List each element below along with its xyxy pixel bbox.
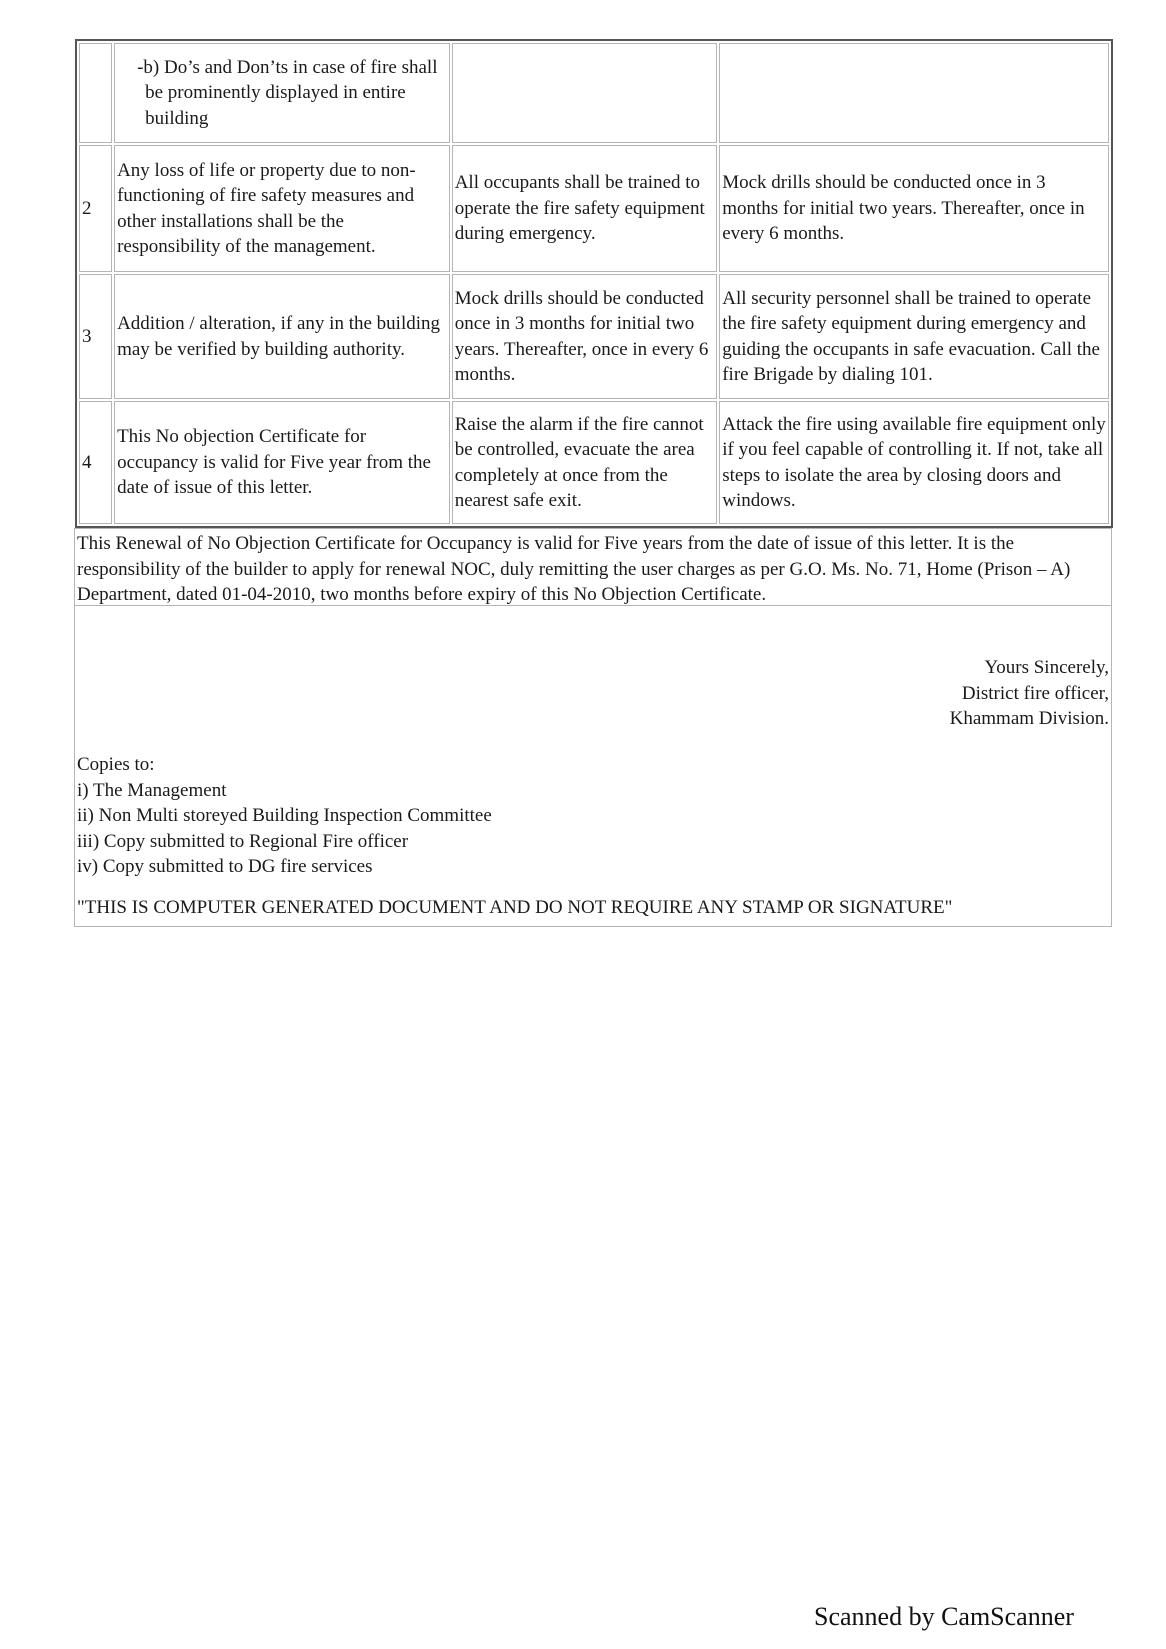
condition-text: Mock drills should be conducted once in 3 months for initial two years. Thereafter, once in every 6 months. xyxy=(719,145,1109,272)
row-number: 4 xyxy=(79,401,112,524)
list-item: ii) Non Multi storeyed Building Inspection Committee xyxy=(77,805,492,826)
table-row xyxy=(79,145,1109,272)
list-item: iv) Copy submitted to DG fire services xyxy=(77,856,373,877)
table-row xyxy=(79,43,1109,143)
condition-text-indented: -b) Do’s and Don’ts in case of fire shall be prominently displayed in entire building xyxy=(137,56,438,129)
scanner-watermark: Scanned by CamScanner xyxy=(814,1602,1074,1631)
condition-text: This No objection Certificate for occupancy is valid for Five year from the date of issue of this letter. xyxy=(114,401,450,524)
condition-text: Any loss of life or property due to non-functioning of fire safety measures and other installations shall be the responsibility of the management. xyxy=(114,145,450,272)
row-number: 2 xyxy=(79,145,112,272)
row-number xyxy=(79,43,112,143)
condition-text: All occupants shall be trained to operate the fire safety equipment during emergency. xyxy=(452,145,718,272)
signature-division: Khammam Division. xyxy=(949,708,1109,729)
table-row xyxy=(79,274,1109,399)
condition-text: Mock drills should be conducted once in 3 months for initial two years. Thereafter, once in every 6 months. xyxy=(452,274,718,399)
condition-text xyxy=(719,43,1109,143)
table-row xyxy=(79,401,1109,524)
list-item: iii) Copy submitted to Regional Fire officer xyxy=(77,830,409,852)
copies-list xyxy=(77,752,492,880)
signature-closing: Yours Sincerely, xyxy=(984,657,1109,678)
signature-block xyxy=(950,655,1109,732)
condition-text: Raise the alarm if the fire cannot be controlled, evacuate the area completely at once from the nearest safe exit. xyxy=(452,401,718,524)
condition-text xyxy=(114,43,450,143)
condition-text xyxy=(452,43,718,143)
signature-designation: District fire officer, xyxy=(961,682,1109,704)
letter-footer xyxy=(74,528,1112,927)
computer-generated-notice: "THIS IS COMPUTER GENERATED DOCUMENT AND DO NOT REQUIRE ANY STAMP OR SIGNATURE" xyxy=(77,897,953,918)
validity-paragraph: This Renewal of No Objection Certificate for Occupancy is valid for Five years from the date of issue of this letter. It is the responsibility of the builder to apply for renewal NOC, duly remitting the user charges as per G.O. Ms. No. 71, Home (Prison – A) Department, dated 01-04-2010, two months before expiry of this No Objection Certificate. xyxy=(75,529,1111,606)
condition-text: All security personnel shall be trained to operate the fire safety equipment during emergency and guiding the occupants in safe evacuation. Call the fire Brigade by dialing 101. xyxy=(719,274,1109,399)
condition-text: Addition / alteration, if any in the building may be verified by building authority. xyxy=(114,274,450,399)
list-item: i) The Management xyxy=(77,779,227,801)
copies-heading: Copies to: xyxy=(77,754,155,775)
conditions-table xyxy=(75,39,1113,528)
condition-text: Attack the fire using available fire equipment only if you feel capable of controlling it. If not, take all steps to isolate the area by closing doors and windows. xyxy=(719,401,1109,524)
row-number: 3 xyxy=(79,274,112,399)
